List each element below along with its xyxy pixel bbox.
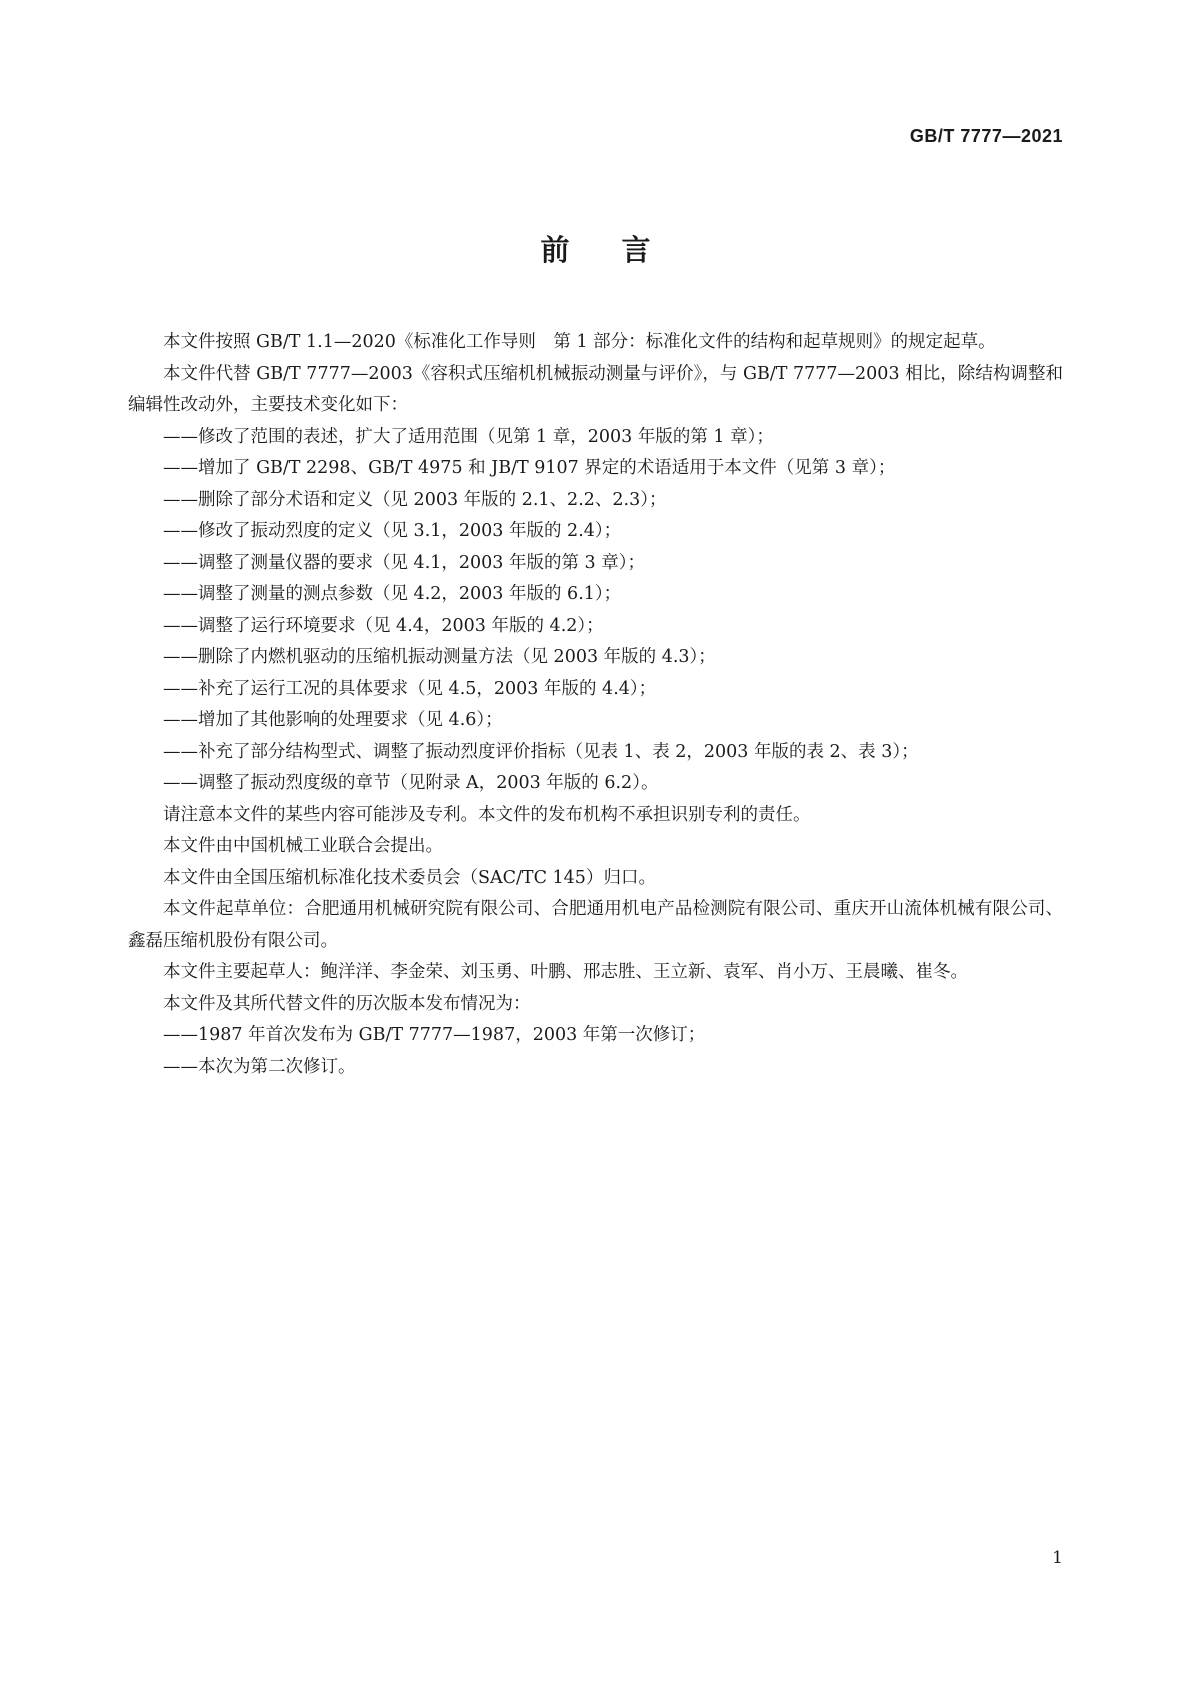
foreword-body <box>128 327 1063 1083</box>
list-item: ——本次为第二次修订。 <box>163 1056 356 1077</box>
list-item: ——调整了测量仪器的要求（见 4.1，2003 年版的第 3 章）； <box>163 552 646 573</box>
list-item: ——删除了部分术语和定义（见 2003 年版的 2.1、2.2、2.3）； <box>163 489 667 510</box>
paragraph-drafting-rules: 本文件按照 GB/T 1.1—2020《标准化工作导则 第 1 部分：标准化文件的结构和起草规则》的规定起草。 <box>163 332 996 352</box>
list-item: ——补充了部分结构型式、调整了振动烈度评价指标（见表 1、表 2，2003 年版的表 2、表 3）； <box>163 741 919 762</box>
list-item: ——调整了测量的测点参数（见 4.2，2003 年版的 6.1）； <box>163 584 622 604</box>
paragraph-committee: 本文件由全国压缩机标准化技术委员会（SAC/TC 145）归口。 <box>163 867 656 888</box>
list-item: ——增加了其他影响的处理要求（见 4.6）； <box>163 710 503 730</box>
technical-changes-list <box>128 422 1063 800</box>
page-number: 1 <box>1052 1548 1063 1568</box>
list-item: ——调整了振动烈度级的章节（见附录 A，2003 年版的 6.2）。 <box>163 773 659 793</box>
paragraph-history-intro: 本文件及其所代替文件的历次版本发布情况为： <box>163 993 531 1014</box>
paragraph-proposer: 本文件由中国机械工业联合会提出。 <box>163 836 443 856</box>
paragraph-drafters: 本文件主要起草人：鲍洋洋、李金荣、刘玉勇、叶鹏、邢志胜、王立新、袁军、肖小万、王晨曦、崔冬。 <box>163 962 968 982</box>
paragraph-patent-notice: 请注意本文件的某些内容可能涉及专利。本文件的发布机构不承担识别专利的责任。 <box>163 804 811 825</box>
page-title: 前言 <box>540 233 703 267</box>
list-item: ——修改了范围的表述，扩大了适用范围（见第 1 章，2003 年版的第 1 章）； <box>163 426 774 447</box>
list-item: ——调整了运行环境要求（见 4.4，2003 年版的 4.2）； <box>163 615 604 636</box>
list-item: ——删除了内燃机驱动的压缩机振动测量方法（见 2003 年版的 4.3）； <box>163 647 716 667</box>
list-item: ——修改了振动烈度的定义（见 3.1，2003 年版的 2.4）； <box>163 521 622 541</box>
list-item: ——1987 年首次发布为 GB/T 7777—1987，2003 年第一次修订； <box>163 1025 706 1045</box>
list-item: ——增加了 GB/T 2298、GB/T 4975 和 JB/T 9107 界定的术语适用于本文件（见第 3 章）； <box>163 458 896 478</box>
list-item: ——补充了运行工况的具体要求（见 4.5，2003 年版的 4.4）； <box>163 678 657 699</box>
paragraph-replacement: 本文件代替 GB/T 7777—2003《容积式压缩机机械振动测量与评价》，与 GB/T 7777—2003 相比，除结构调整和编辑性改动外，主要技术变化如下： <box>128 363 1063 415</box>
document-code: GB/T 7777—2021 <box>909 126 1063 146</box>
paragraph-drafting-units: 本文件起草单位：合肥通用机械研究院有限公司、合肥通用机电产品检测院有限公司、重庆开山流体机械有限公司、鑫磊压缩机股份有限公司。 <box>128 899 1063 951</box>
version-history-list <box>128 1020 1063 1083</box>
